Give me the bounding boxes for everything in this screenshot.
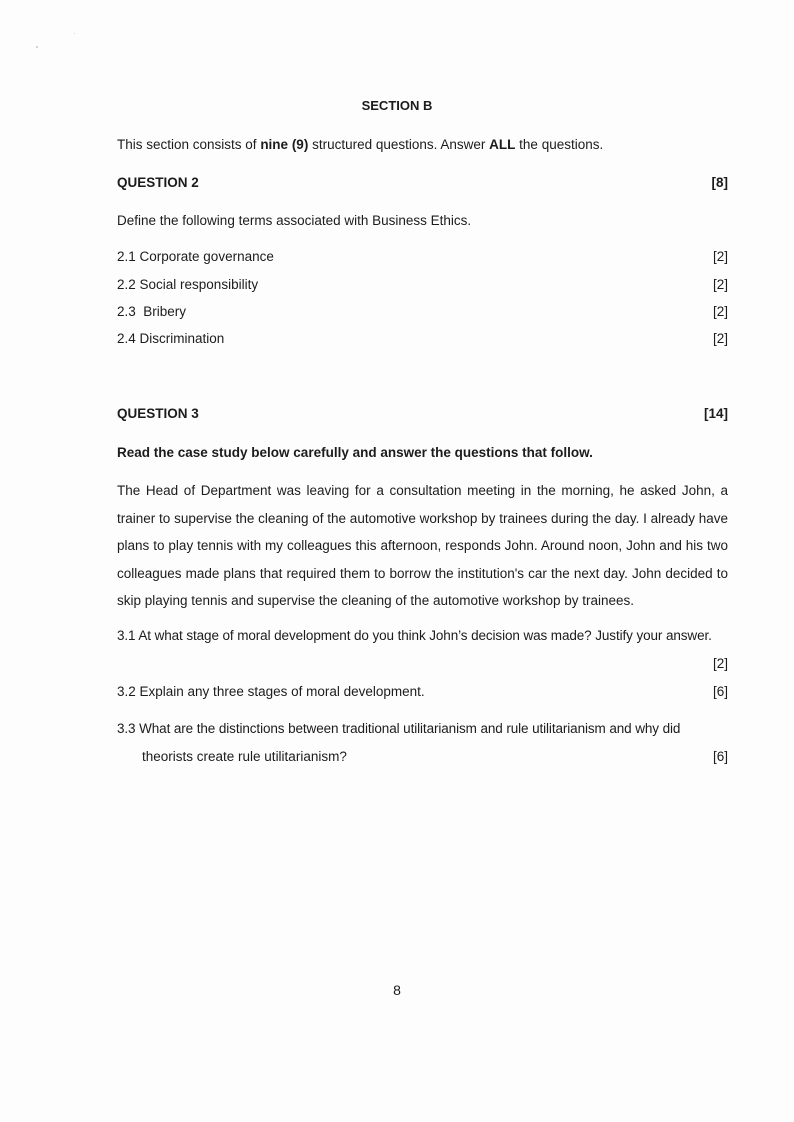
- question-3-instruction: Read the case study below carefully and answer the questions that follow.: [117, 445, 593, 460]
- question-2-item: [117, 277, 728, 292]
- question-2-item-label: 2.4 Discrimination: [117, 331, 225, 346]
- case-study-paragraph: The Head of Department was leaving for a consultation meeting in the morning, he asked John, a trainer to supervise the cleaning of the automotive workshop by trainees during the day. I already have plans to play tennis with my colleagues this afternoon, responds John. Around noon, John and his two colleagues made plans that required them to borrow the institution's car the next day. John decided to skip playing tennis and supervise the cleaning of the automotive workshop by trainees.: [117, 483, 728, 608]
- question-2-item-marks: [2]: [712, 304, 728, 319]
- question-3-3-marks: [6]: [712, 749, 728, 764]
- question-2-item-label: 2.3 Bribery: [117, 304, 187, 319]
- question-2-item: [117, 304, 728, 319]
- question-2-marks: [8]: [711, 175, 728, 190]
- question-2-item-marks: [2]: [712, 277, 728, 292]
- question-3-2-marks: [6]: [712, 684, 728, 699]
- scan-speck: [36, 46, 38, 48]
- question-2-item-label: 2.1 Corporate governance: [117, 249, 274, 264]
- question-3-heading: QUESTION 3: [117, 406, 199, 421]
- section-intro-prefix: This section consists of: [117, 137, 261, 152]
- answer-all-emphasis: ALL: [489, 137, 516, 152]
- question-3-2: [117, 684, 728, 699]
- page-number: 8: [393, 982, 401, 998]
- question-3-3-line2-row: [142, 749, 728, 764]
- question-3-header: [117, 406, 728, 421]
- question-2-header: [117, 175, 728, 190]
- question-3-2-text: 3.2 Explain any three stages of moral development.: [117, 684, 425, 699]
- question-count: nine (9): [260, 137, 309, 152]
- question-3-marks: [14]: [703, 406, 728, 421]
- question-2-item: [117, 331, 728, 346]
- question-2-item-label: 2.2 Social responsibility: [117, 277, 259, 292]
- question-3-1-marks: [2]: [712, 656, 728, 671]
- section-intro-mid: structured questions. Answer: [308, 137, 490, 152]
- question-2-item: [117, 249, 728, 264]
- question-2-instruction: Define the following terms associated with Business Ethics.: [117, 213, 472, 228]
- section-intro-suffix: the questions.: [515, 137, 604, 152]
- section-title: SECTION B: [361, 98, 433, 113]
- question-2-item-marks: [2]: [712, 331, 728, 346]
- question-3-3-line1: 3.3 What are the distinctions between traditional utilitarianism and rule utilitarianism and why did: [117, 721, 681, 736]
- question-3-3-line2: theorists create rule utilitarianism?: [142, 749, 347, 764]
- question-3-1-text: 3.1 At what stage of moral development do you think John’s decision was made? Justify your answer.: [117, 628, 712, 643]
- section-intro: [117, 137, 728, 152]
- question-2-item-marks: [2]: [712, 249, 728, 264]
- question-2-heading: QUESTION 2: [117, 175, 199, 190]
- scan-speck: [74, 33, 75, 34]
